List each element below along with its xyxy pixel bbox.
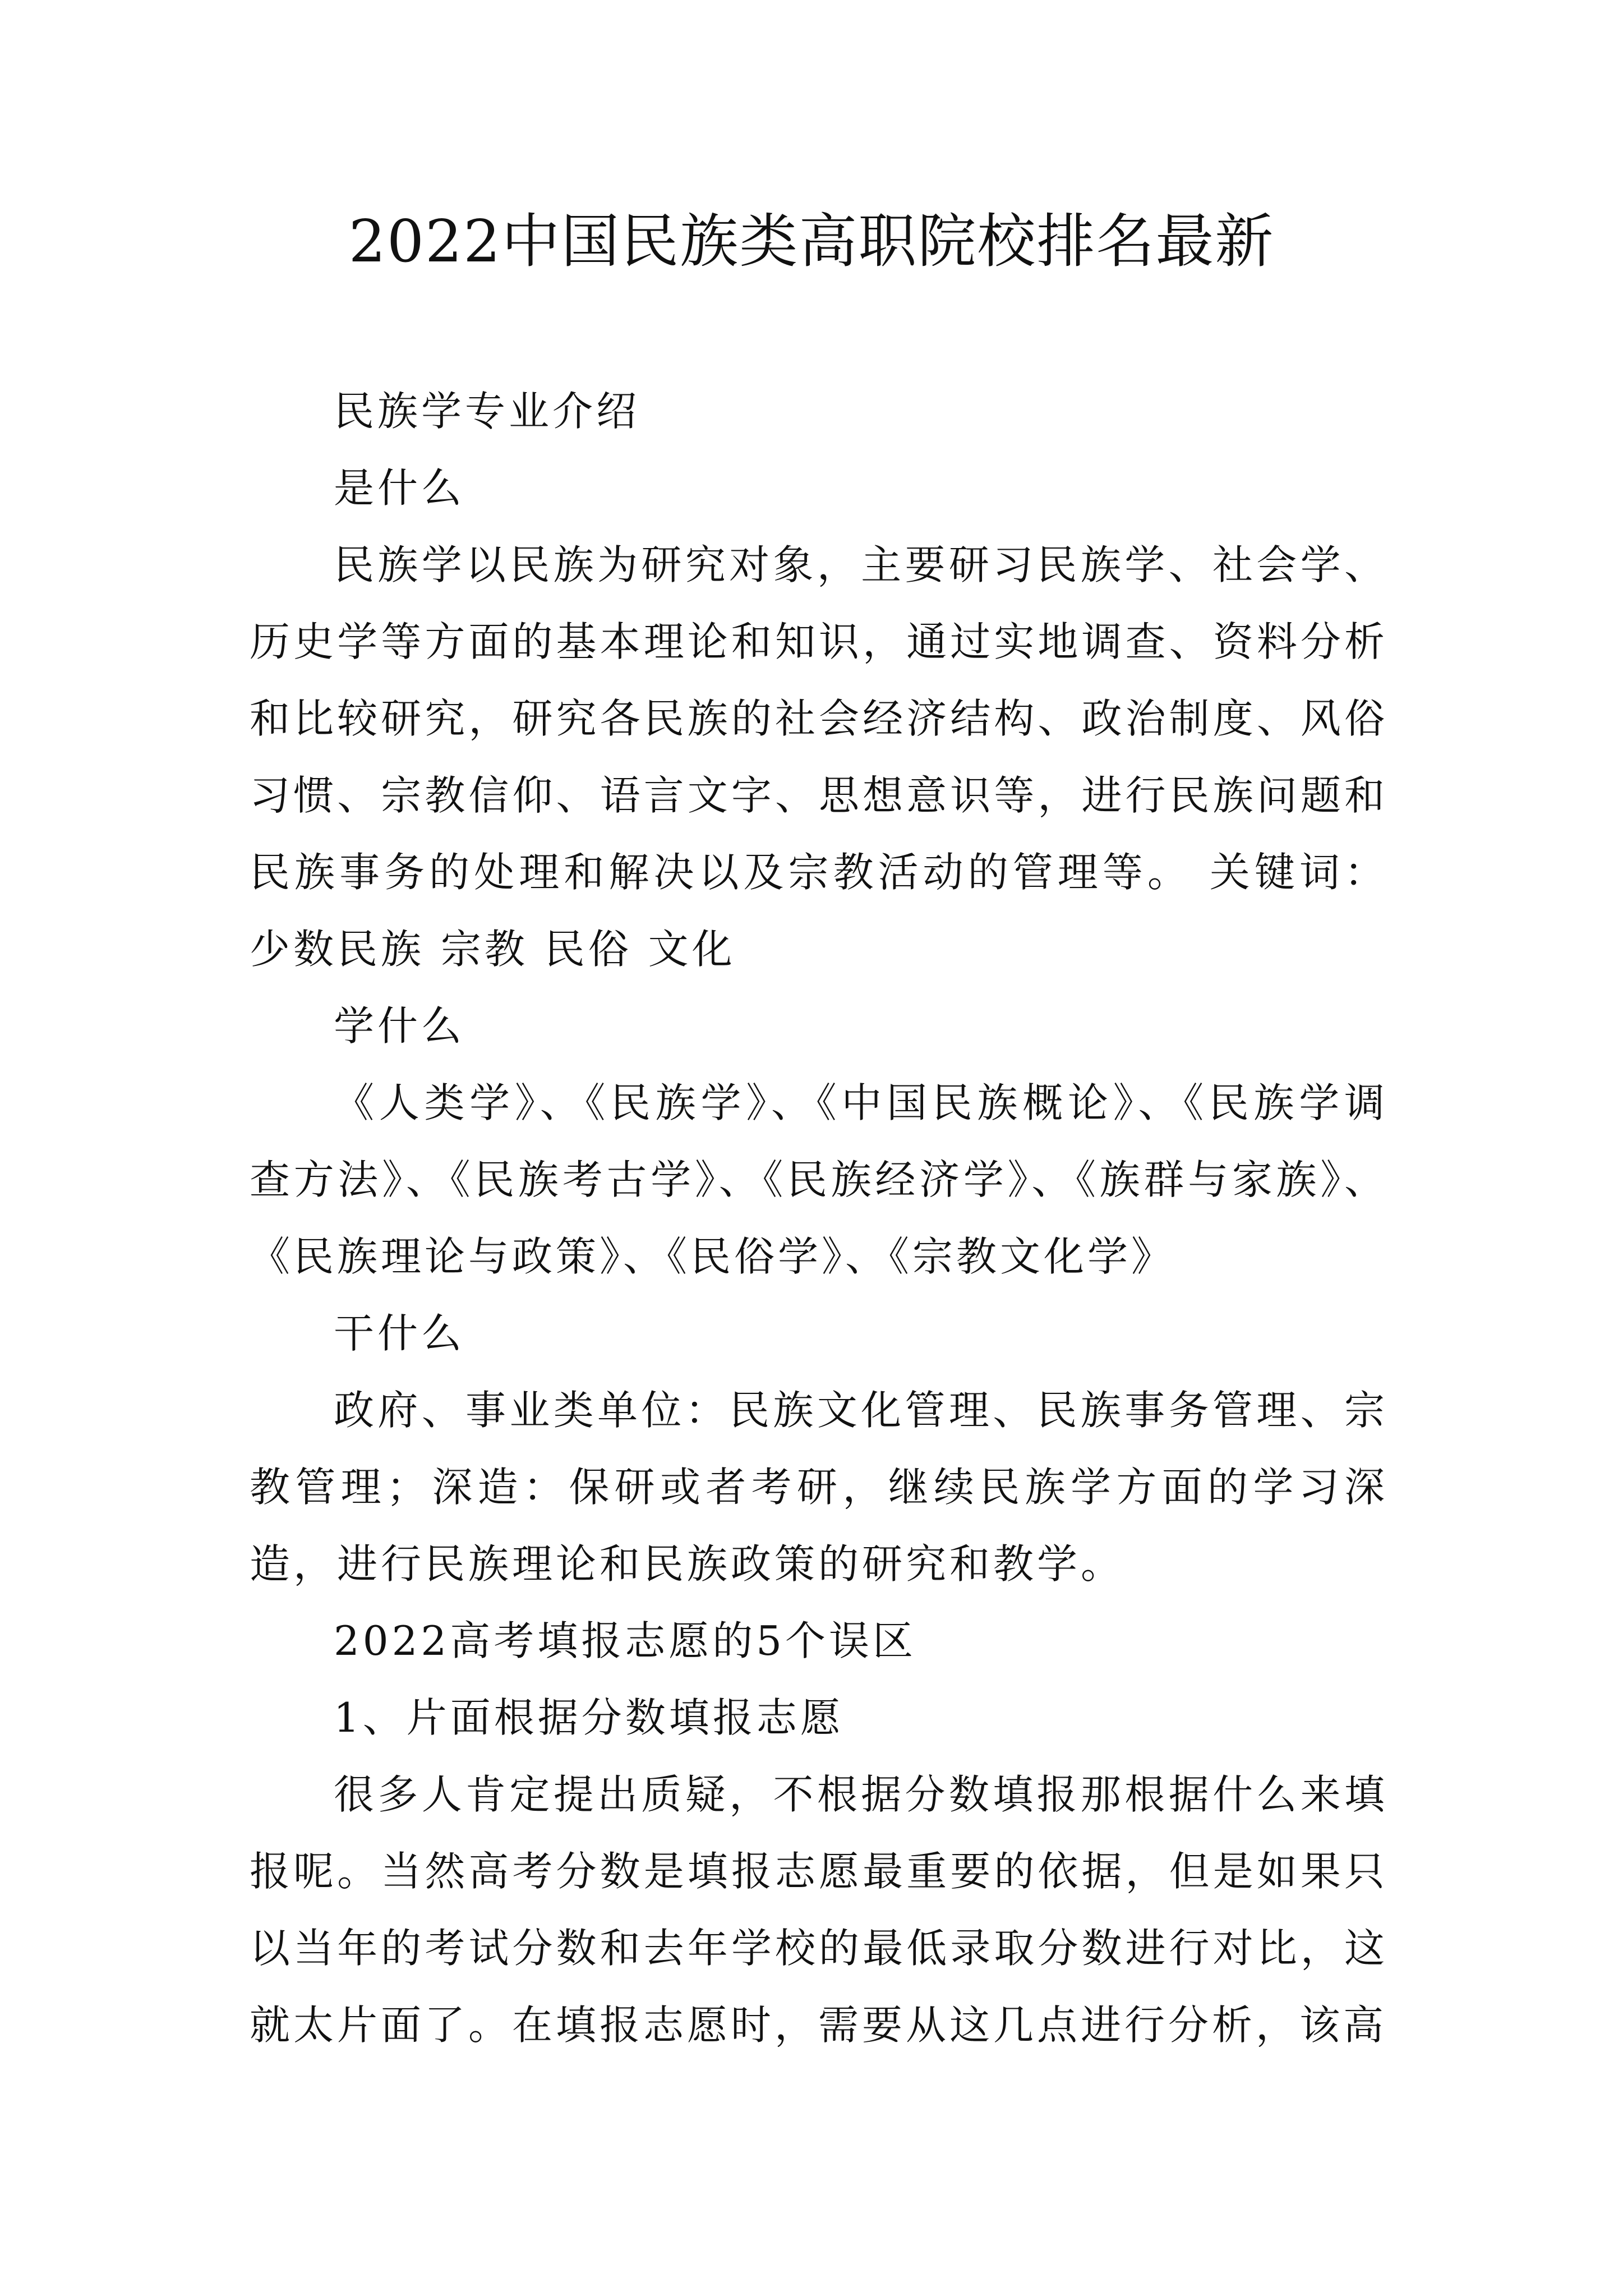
paragraph-what-is: 民族学以民族为研究对象，主要研习民族学、社会学、历史学等方面的基本理论和知识，通过实地调查、资料分析和比较研究，研究各民族的社会经济结构、政治制度、风俗习惯、宗教信仰、语言文字、思想意识等，进行民族问题和民族事务的处理和解决以及宗教活动的管理等。 关键词：少数民族 宗教 民俗 文化 bbox=[250, 541, 1388, 973]
document-title: 2022中国民族类高职院校排名最新 bbox=[348, 207, 1275, 275]
paragraph-what-is-heading: 是什么 bbox=[334, 464, 465, 512]
document-body bbox=[250, 373, 1388, 2064]
paragraph-what-to-learn-heading: 学什么 bbox=[334, 1002, 465, 1050]
paragraph-what-to-do-heading: 干什么 bbox=[334, 1310, 465, 1357]
paragraph-courses: 《人类学》、《民族学》、《中国民族概论》、《民族学调查方法》、《民族考古学》、《民族经济学》、《族群与家族》、《民族理论与政策》、《民俗学》、《宗教文化学》 bbox=[250, 1079, 1388, 1280]
paragraph-careers: 政府、事业类单位：民族文化管理、民族事务管理、宗教管理；深造：保研或者考研，继续民族学方面的学习深造，进行民族理论和民族政策的研究和教学。 bbox=[250, 1387, 1388, 1588]
paragraph-mistake-1-heading: 1、片面根据分数填报志愿 bbox=[334, 1694, 844, 1741]
paragraph-mistake-1: 很多人肯定提出质疑，不根据分数填报那根据什么来填报呢。当然高考分数是填报志愿最重要的依据，但是如果只以当年的考试分数和去年学校的最低录取分数进行对比，这就太片面了。在填报志愿时，需要从这几点进行分析，该高 bbox=[250, 1771, 1388, 2049]
paragraph-mistakes-heading: 2022高考填报志愿的5个误区 bbox=[334, 1617, 917, 1664]
paragraph-major-intro: 民族学专业介绍 bbox=[334, 388, 640, 435]
